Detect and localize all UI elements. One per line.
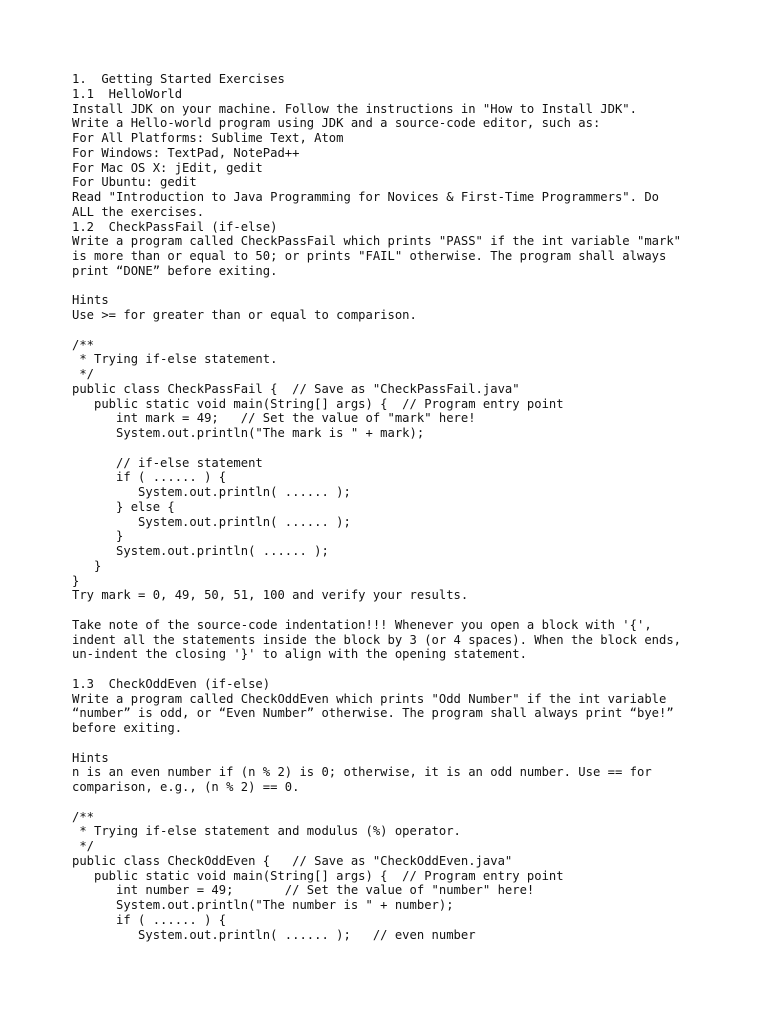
text-line: if ( ...... ) { <box>72 912 227 927</box>
text-line: */ <box>72 367 95 381</box>
text-line: n is an even number if (n % 2) is 0; otherwise, it is an odd number. Use == for <box>72 765 652 780</box>
text-line: Write a program called CheckPassFail which prints "PASS" if the int variable "mark" <box>72 234 682 249</box>
text-line: System.out.println( ...... ); <box>72 485 351 499</box>
text-line: For All Platforms: Sublime Text, Atom <box>72 131 344 145</box>
text-line: Write a program called CheckOddEven which prints "Odd Number" if the int variable <box>72 691 667 706</box>
document-page <box>72 72 712 942</box>
text-line: /** <box>72 337 95 352</box>
text-line: before exiting. <box>72 721 183 735</box>
text-line: public class CheckPassFail { // Save as "CheckPassFail.java" <box>72 381 520 396</box>
text-line: For Ubuntu: gedit <box>72 175 197 190</box>
text-line: System.out.println("The number is " + number); <box>72 898 454 912</box>
hints-heading: Hints <box>72 293 109 308</box>
text-line: comparison, e.g., (n % 2) == 0. <box>72 780 300 794</box>
text-line: /** <box>72 809 95 824</box>
blank-line <box>72 279 712 294</box>
text-line: } <box>72 558 102 573</box>
text-line: Take note of the source-code indentation!!! Whenever you open a block with '{', <box>72 617 652 632</box>
blank-line <box>72 736 712 751</box>
text-line: public static void main(String[] args) { // Program entry point <box>72 868 564 883</box>
text-line: public static void main(String[] args) { // Program entry point <box>72 396 564 411</box>
blank-line <box>72 441 712 456</box>
text-line: System.out.println( ...... ); // even number <box>72 927 476 942</box>
text-line: */ <box>72 839 95 853</box>
text-line: is more than or equal to 50; or prints "FAIL" otherwise. The program shall always <box>72 249 667 263</box>
text-line: ALL the exercises. <box>72 204 205 219</box>
text-line: * Trying if-else statement and modulus (%) operator. <box>72 824 461 839</box>
text-line: public class CheckOddEven { // Save as "CheckOddEven.java" <box>72 853 513 868</box>
text-line: } else { <box>72 499 175 514</box>
section-heading: 1.3 CheckOddEven (if-else) <box>72 676 271 691</box>
text-line: System.out.println("The mark is " + mark); <box>72 426 425 440</box>
text-line: System.out.println( ...... ); <box>72 544 329 558</box>
blank-line <box>72 662 712 677</box>
section-heading: 1.1 HelloWorld <box>72 86 183 101</box>
text-line: Write a Hello-world program using JDK and a source-code editor, such as: <box>72 116 601 131</box>
text-line: // if-else statement <box>72 455 263 470</box>
text-line: un-indent the closing '}' to align with the opening statement. <box>72 647 527 662</box>
hints-heading: Hints <box>72 750 109 765</box>
text-line: Try mark = 0, 49, 50, 51, 100 and verify your results. <box>72 588 469 603</box>
section-heading: 1.2 CheckPassFail (if-else) <box>72 219 278 234</box>
section-heading: 1. Getting Started Exercises <box>72 72 285 86</box>
text-line: print “DONE” before exiting. <box>72 263 278 278</box>
text-line: } <box>72 573 80 588</box>
text-line: Install JDK on your machine. Follow the instructions in "How to Install JDK". <box>72 101 637 116</box>
text-line: “number” is odd, or “Even Number” otherwise. The program shall always print “bye!” <box>72 706 674 721</box>
text-line: indent all the statements inside the block by 3 (or 4 spaces). When the block ends, <box>72 632 682 647</box>
text-line: For Mac OS X: jEdit, gedit <box>72 160 263 175</box>
text-line: int number = 49; // Set the value of "number" here! <box>72 883 535 898</box>
blank-line <box>72 603 712 618</box>
text-line: if ( ...... ) { <box>72 470 227 485</box>
text-line: Read "Introduction to Java Programming for Novices & First-Time Programmers". Do <box>72 190 659 204</box>
text-line: } <box>72 529 124 544</box>
text-line: For Windows: TextPad, NotePad++ <box>72 145 300 160</box>
text-line: Use >= for greater than or equal to comparison. <box>72 308 417 322</box>
blank-line <box>72 323 712 338</box>
text-line: * Trying if-else statement. <box>72 352 278 367</box>
text-line: int mark = 49; // Set the value of "mark" here! <box>72 411 476 426</box>
text-line: System.out.println( ...... ); <box>72 514 351 529</box>
blank-line <box>72 795 712 810</box>
